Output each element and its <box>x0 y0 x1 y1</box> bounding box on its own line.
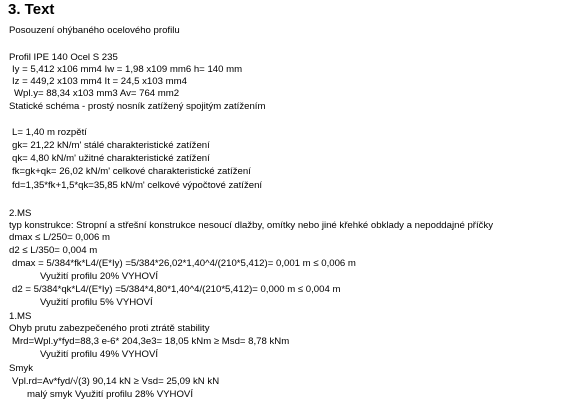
d2-limit-line: d2 ≤ L/350= 0,004 m <box>9 245 98 256</box>
d2-check-line: d2 = 5/384*qk*L4/(E*Iy) =5/384*4,80*1,40^4/(210*5,412)= 0,000 m ≤ 0,004 m <box>12 284 341 295</box>
dead-load-line: gk= 21,22 kN/m' stálé charakteristické zatížení <box>12 140 210 151</box>
dmax-utilization-line: Využití profilu 20% VYHOVÍ <box>40 271 159 282</box>
bending-stability-line: Ohyb prutu zabezpečeného proti ztrátě stability <box>9 323 210 334</box>
document-subtitle: Posouzení ohýbaného ocelového profilu <box>9 25 180 36</box>
span-line: L= 1,40 m rozpětí <box>12 127 87 138</box>
shear-heading: Smyk <box>9 363 33 374</box>
design-load-line: fd=1,35*fk+1,5*qk=35,85 kN/m' celkové výpočtové zatížení <box>12 180 263 191</box>
moment-check-line: Mrd=Wpl.y*fyd=88,3 e-6* 204,3e3= 18,05 kNm ≥ Msd= 8,78 kNm <box>12 336 290 347</box>
uls-heading: 1.MS <box>9 311 32 322</box>
dmax-check-line: dmax = 5/384*fk*L4/(E*Iy) =5/384*26,02*1,40^4/(210*5,412)= 0,001 m ≤ 0,006 m <box>12 258 356 269</box>
section-heading: 3. Text <box>8 1 55 18</box>
shear-check-line: Vpl.rd=Av*fyd/√(3) 90,14 kN ≥ Vsd= 25,09 kN kN <box>12 376 220 387</box>
characteristic-load-line: fk=gk+qk= 26,02 kN/m' celkové charakteristické zatížení <box>12 166 251 177</box>
structure-type-line: typ konstrukce: Stropní a střešní konstrukce nesoucí dlažby, omítky nebo jiné křehké obklady a nepoddajné příčky <box>9 220 494 231</box>
moment-utilization-line: Využití profilu 49% VYHOVÍ <box>40 349 159 360</box>
section-properties-line-3: Wpl.y= 88,34 x103 mm3 Av= 764 mm2 <box>14 88 180 99</box>
profile-line: Profil IPE 140 Ocel S 235 <box>9 52 118 63</box>
live-load-line: qk= 4,80 kN/m' užitné charakteristické zatížení <box>12 153 210 164</box>
d2-utilization-line: Využití profilu 5% VYHOVÍ <box>40 297 153 308</box>
shear-utilization-line: malý smyk Využití profilu 28% VYHOVÍ <box>27 389 193 400</box>
section-properties-line-2: Iz = 449,2 x103 mm4 It = 24,5 x103 mm4 <box>12 76 187 87</box>
sls-heading: 2.MS <box>9 208 32 219</box>
dmax-limit-line: dmax ≤ L/250= 0,006 m <box>9 232 110 243</box>
section-properties-line-1: Iy = 5,412 x106 mm4 Iw = 1,98 x109 mm6 h= 140 mm <box>12 64 243 75</box>
static-scheme-line: Statické schéma - prostý nosník zatížený spojitým zatížením <box>9 101 266 112</box>
